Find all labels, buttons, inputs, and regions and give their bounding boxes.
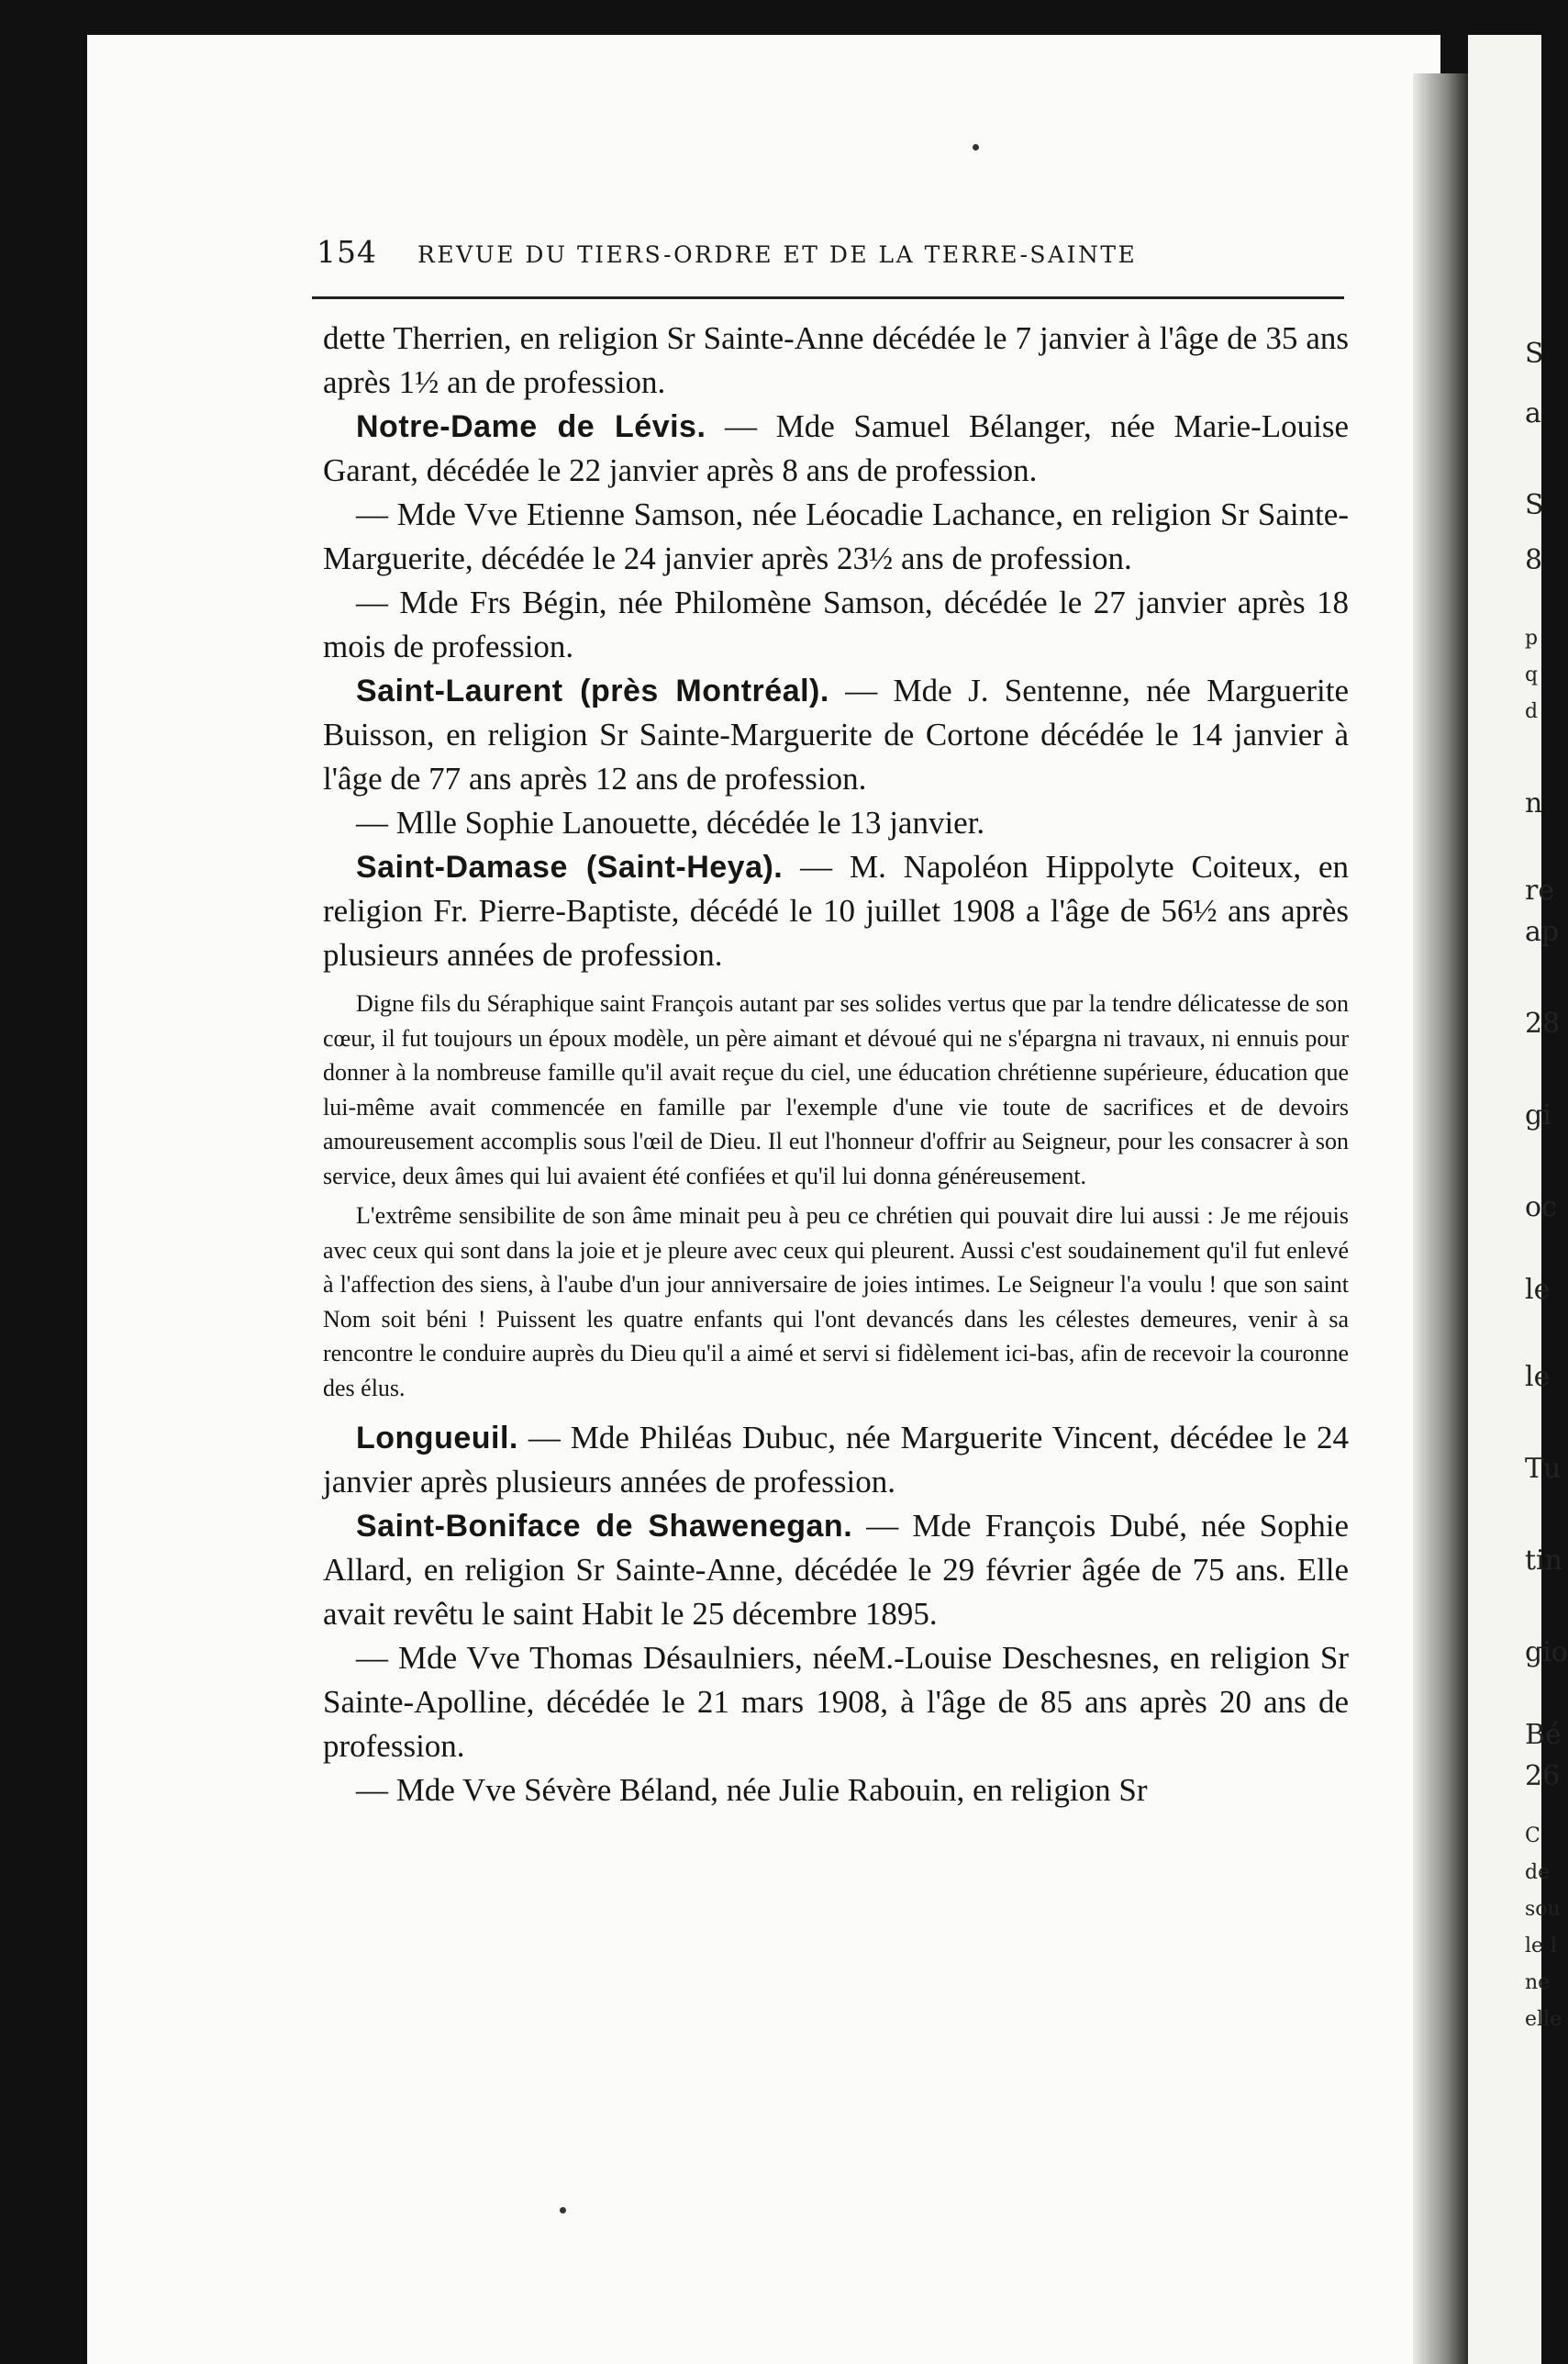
parish-heading: Saint-Boniface de Shawenegan. xyxy=(356,1509,853,1544)
paragraph xyxy=(323,1504,1349,1636)
eulogy-paragraph: L'extrême sensibilite de son âme minait peu à peu ce chrétien qui pouvait dire lui aussi : Je me réjouis avec ceux qui sont dans la joie et je pleure avec ceux qui pleurent. Aussi c'est soudainement qu'il fut enlevé à l'affection des siens, à l'aube d'un jour anniversaire de joies intimes. Le Seigneur l'a voulu ! que son saint Nom soit béni ! Puissent les quatre enfants qui l'ont devancés dans les célestes demeures, venir à sa rencontre le conduire auprès du Dieu qu'il a aimé et servi si fidèlement ici-bas, afin de recevoir la couronne des élus. xyxy=(323,1202,1349,1401)
paragraph-text: dette Therrien, en religion Sr Sainte-Anne décédée le 7 janvier à l'âge de 35 ans après 1½ an de profession. xyxy=(323,320,1349,400)
speck xyxy=(973,144,979,151)
paragraph-text: — Mde Vve Sévère Béland, née Julie Rabouin, en religion Sr xyxy=(356,1772,1148,1808)
paragraph-text: — Mde François Dubé, née Sophie Allard, en religion Sr Sainte-Anne, décédée le 29 février âgée de 75 ans. Elle avait revêtu le saint Habit le 25 décembre 1895. xyxy=(323,1508,1349,1632)
adjacent-fragment: gio xyxy=(1525,1636,1568,1668)
adjacent-page-edge xyxy=(1468,35,1568,2364)
paragraph xyxy=(323,1768,1349,1812)
adjacent-fragment: 8 xyxy=(1525,544,1543,576)
adjacent-fragment: re xyxy=(1525,875,1555,907)
adjacent-fragment: a xyxy=(1525,397,1541,429)
spacer xyxy=(323,1405,1349,1416)
page-body xyxy=(323,317,1349,1812)
running-header xyxy=(317,234,1340,270)
adjacent-fragment: le xyxy=(1525,1274,1551,1306)
page-gutter-shadow xyxy=(1413,73,1468,2364)
paragraph-text: — Mde Samuel Bélanger, née Marie-Louise Garant, décédée le 22 janvier après 8 ans de profession. xyxy=(323,408,1350,488)
paragraph xyxy=(323,845,1349,977)
paragraph-text: — Mde Philéas Dubuc, née Marguerite Vincent, décédee le 24 janvier après plusieurs années de profession. xyxy=(323,1420,1349,1500)
paragraph-text: — Mde J. Sentenne, née Marguerite Buisson, en religion Sr Sainte-Marguerite de Cortone décédée le 14 janvier à l'âge de 77 ans après 12 ans de profession. xyxy=(323,673,1349,797)
parish-heading: Notre-Dame de Lévis. xyxy=(356,409,706,444)
adjacent-fragment: tin xyxy=(1525,1544,1562,1577)
parish-heading: Longueuil. xyxy=(356,1421,518,1455)
paragraph xyxy=(323,801,1349,845)
adjacent-fragment: p xyxy=(1525,627,1539,650)
running-title: REVUE DU TIERS-ORDRE ET DE LA TERRE-SAINTE xyxy=(417,241,1138,268)
paragraph-text: — Mde Vve Etienne Samson, née Léocadie Lachance, en religion Sr Sainte-Marguerite, décédée le 24 janvier après 23½ ans de profession. xyxy=(323,496,1349,576)
adjacent-fragment: elle xyxy=(1525,2008,1562,2031)
adjacent-fragment: Tu xyxy=(1525,1453,1562,1485)
adjacent-fragment: d xyxy=(1525,700,1539,723)
parish-heading: Saint-Laurent (près Montréal). xyxy=(356,674,829,708)
adjacent-fragment: S xyxy=(1525,489,1544,521)
paragraph xyxy=(323,493,1349,581)
paragraph-text: — M. Napoléon Hippolyte Coiteux, en religion Fr. Pierre-Baptiste, décédé le 10 juillet 1908 a l'âge de 56½ ans après plusieurs années de profession. xyxy=(323,849,1349,973)
paragraph xyxy=(323,317,1349,405)
paragraph-text: — Mlle Sophie Lanouette, décédée le 13 janvier. xyxy=(356,805,985,841)
paragraph xyxy=(323,669,1349,801)
paragraph-text: — Mde Vve Thomas Désaulniers, néeM.-Louise Deschesnes, en religion Sr Sainte-Apolline, décédée le 21 mars 1908, à l'âge de 85 ans après 20 ans de profession. xyxy=(323,1640,1349,1764)
adjacent-fragment: C xyxy=(1525,1824,1540,1847)
adjacent-fragment: de xyxy=(1525,1861,1551,1884)
paragraph xyxy=(323,405,1349,493)
paragraph-text: — Mde Frs Bégin, née Philomène Samson, décédée le 27 janvier après 18 mois de profession. xyxy=(323,585,1349,664)
parish-heading: Saint-Damase (Saint-Heya). xyxy=(356,850,784,885)
adjacent-fragment: q xyxy=(1525,663,1539,686)
header-rule xyxy=(312,296,1344,299)
adjacent-fragment: n xyxy=(1525,787,1543,820)
paragraph xyxy=(323,1416,1349,1504)
adjacent-fragment: le xyxy=(1525,1361,1551,1393)
adjacent-fragment: 28 xyxy=(1525,1008,1561,1040)
adjacent-fragment: Bé xyxy=(1525,1719,1562,1751)
adjacent-fragment: gi xyxy=(1525,1099,1551,1132)
eulogy-paragraph: Digne fils du Séraphique saint François autant par ses solides vertus que par la tendre délicatesse de son cœur, il fut toujours un époux modèle, un père aimant et dévoué qui ne s'épargna ni travaux, ni ennuis pour donner à la nombreuse famille qu'il avait reçue du ciel, une éducation chrétienne supérieure, éducation que lui-même avait commencée en famille par l'exemple d'une vie toute de sacrifices et de devoirs amoureusement accomplis sous l'œil de Dieu. Il eut l'honneur d'offrir au Seigneur, pour les consacrer à son service, deux âmes qui lui avaient été confiées et qu'il lui donna généreusement. xyxy=(323,990,1349,1189)
adjacent-fragment: le I xyxy=(1525,1935,1558,1957)
adjacent-fragment: S xyxy=(1525,338,1544,370)
speck xyxy=(560,2207,566,2213)
adjacent-fragment: ne xyxy=(1525,1971,1551,1994)
adjacent-fragment: sou xyxy=(1525,1898,1561,1921)
page-number: 154 xyxy=(317,234,377,270)
adjacent-fragment: oc xyxy=(1525,1191,1557,1223)
adjacent-fragment: 26 xyxy=(1525,1760,1561,1792)
adjacent-fragment: ap xyxy=(1525,916,1560,948)
paragraph xyxy=(323,1636,1349,1768)
paragraph xyxy=(323,581,1349,669)
